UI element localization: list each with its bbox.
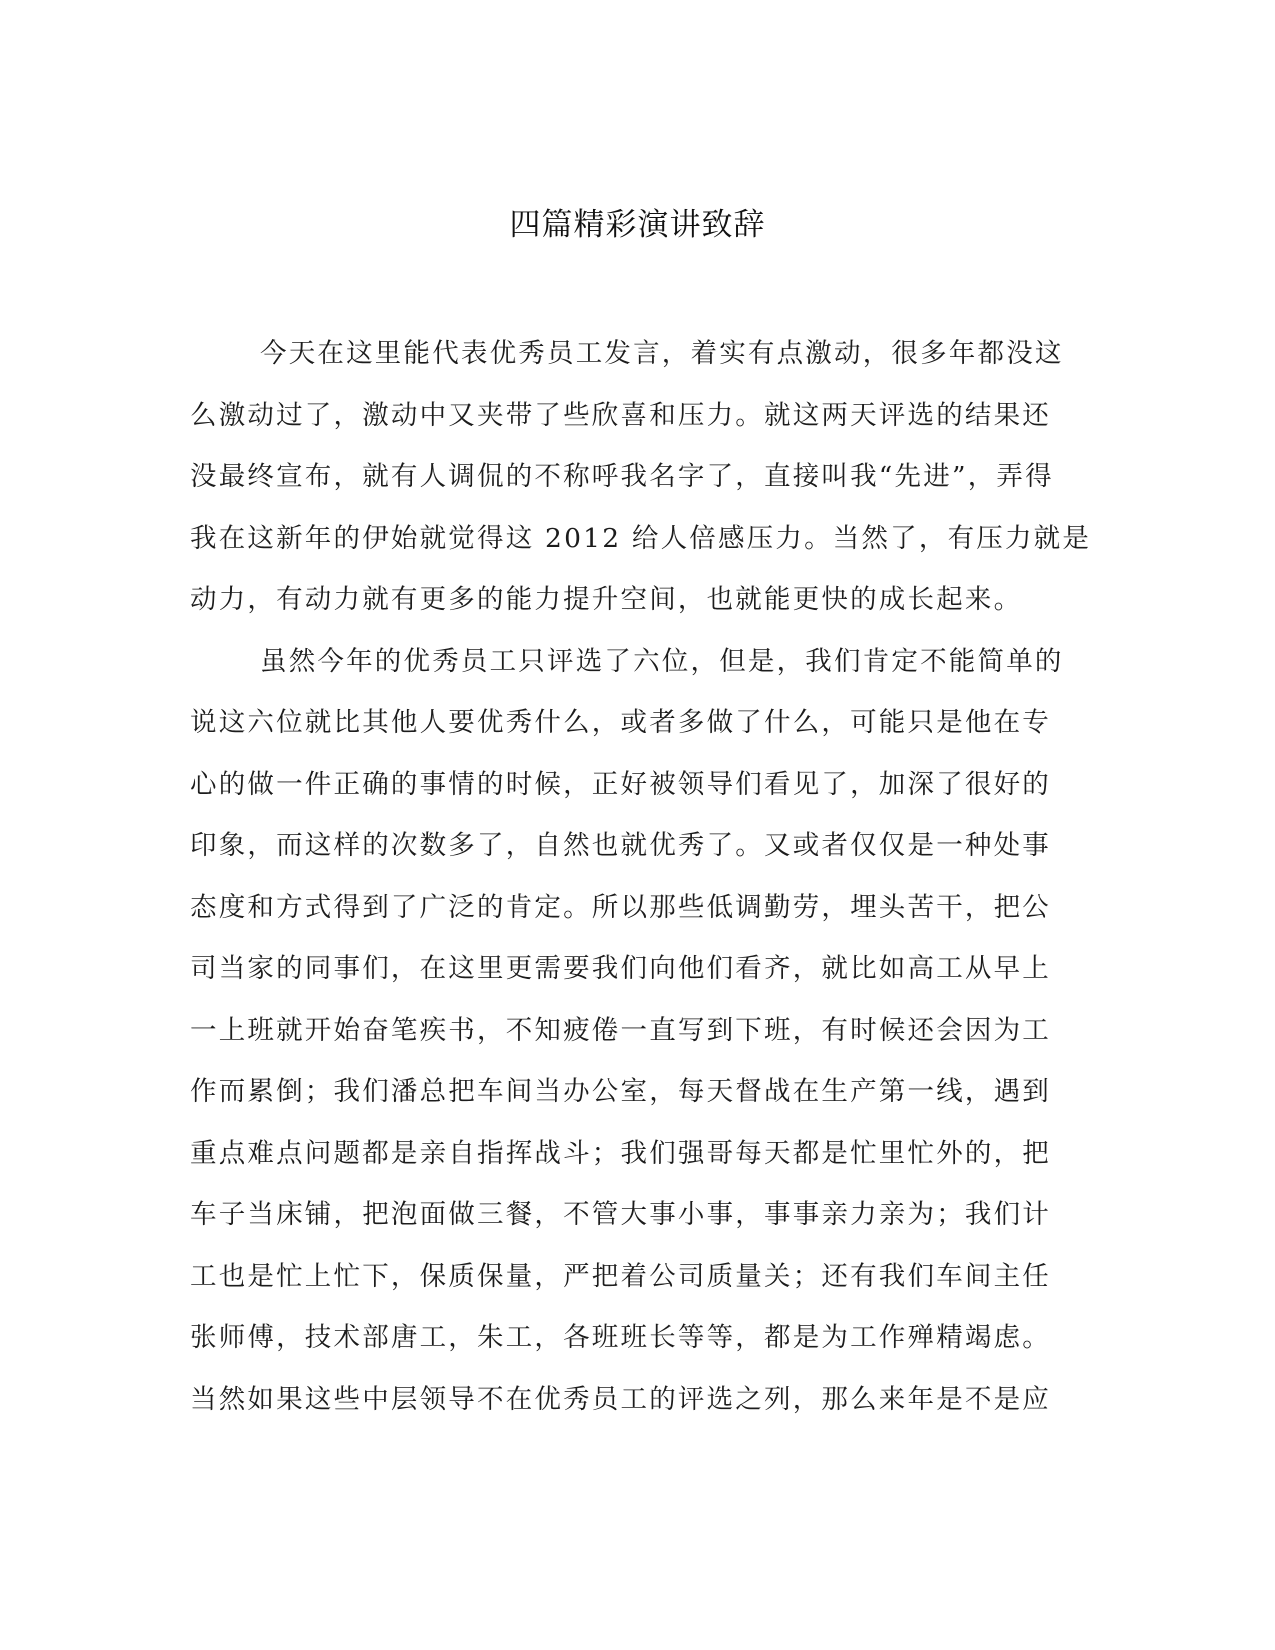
document-title: 四篇精彩演讲致辞	[509, 207, 766, 243]
paragraph-line: 工也是忙上忙下，保质保量，严把着公司质量关；还有我们车间主任	[190, 1260, 1051, 1292]
paragraph-line: 印象，而这样的次数多了，自然也就优秀了。又或者仅仅是一种处事	[190, 830, 1051, 861]
paragraph-line: 态度和方式得到了广泛的肯定。所以那些低调勤劳，埋头苦干，把公	[190, 891, 1051, 923]
paragraph-line: 张师傅，技术部唐工，朱工，各班班长等等，都是为工作殚精竭虑。	[190, 1322, 1051, 1353]
paragraph-line: 今天在这里能代表优秀员工发言，着实有点激动，很多年都没这	[260, 338, 1064, 369]
paragraph-line: 当然如果这些中层领导不在优秀员工的评选之列，那么来年是不是应	[190, 1383, 1051, 1415]
paragraph-line: 重点难点问题都是亲自指挥战斗；我们强哥每天都是忙里忙外的，把	[190, 1137, 1051, 1169]
paragraph-line: 作而累倒；我们潘总把车间当办公室，每天督战在生产第一线，遇到	[190, 1076, 1051, 1107]
paragraph-line: 没最终宣布，就有人调侃的不称呼我名字了，直接叫我“先进”，弄得	[190, 461, 1054, 492]
paragraph-line: 心的做一件正确的事情的时候，正好被领导们看见了，加深了很好的	[190, 768, 1051, 800]
paragraph-line: 说这六位就比其他人要优秀什么，或者多做了什么，可能只是他在专	[190, 707, 1051, 738]
document-body	[190, 331, 1092, 1438]
paragraph-line: 动力，有动力就有更多的能力提升空间，也就能更快的成长起来。	[190, 584, 1023, 615]
paragraph-line: 我在这新年的伊始就觉得这 2012 给人倍感压力。当然了，有压力就是	[190, 522, 1092, 554]
paragraph-line: 虽然今年的优秀员工只评选了六位，但是，我们肯定不能简单的	[260, 645, 1064, 677]
paragraph-line: 车子当床铺，把泡面做三餐，不管大事小事，事事亲力亲为；我们计	[190, 1199, 1051, 1230]
paragraph-line: 么激动过了，激动中又夹带了些欣喜和压力。就这两天评选的结果还	[190, 399, 1051, 431]
paragraph-line: 司当家的同事们，在这里更需要我们向他们看齐，就比如高工从早上	[190, 953, 1051, 984]
paragraph-line: 一上班就开始奋笔疾书，不知疲倦一直写到下班，有时候还会因为工	[190, 1014, 1051, 1046]
